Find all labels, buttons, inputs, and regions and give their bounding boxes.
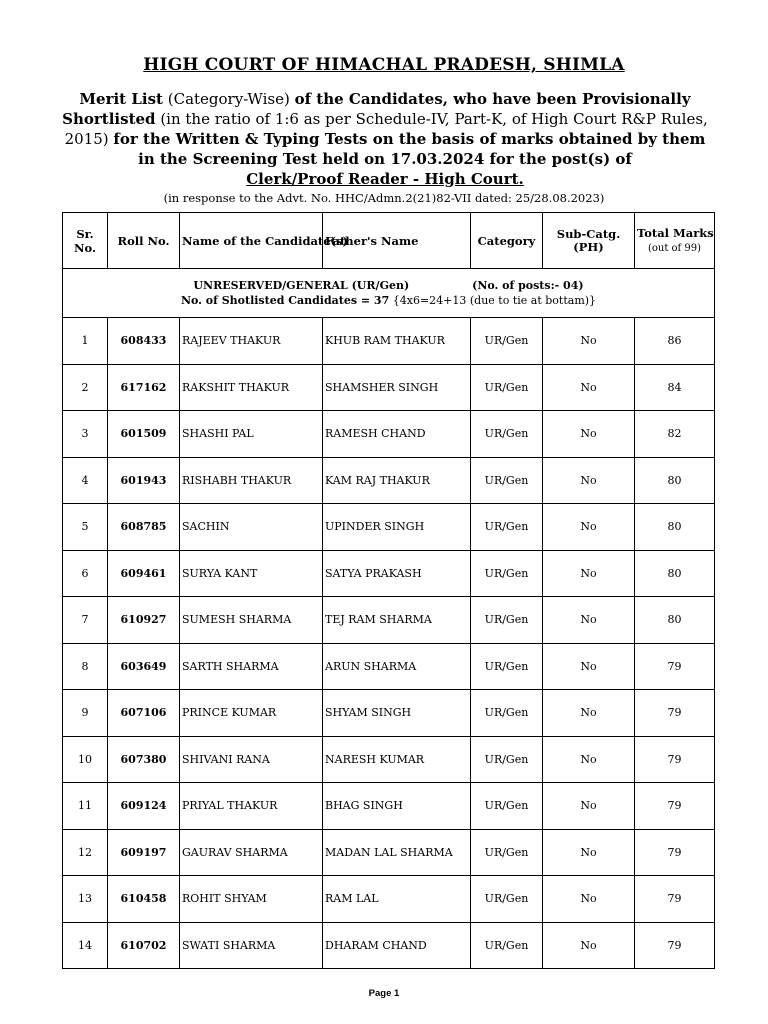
cell-candidate-name: PRIYAL THAKUR [180,783,323,830]
cell-sr-no: 6 [63,550,108,597]
cell-category: UR/Gen [471,922,543,969]
advertisement-reference: (in response to the Advt. No. HHC/Admn.2(21)82-VII dated: 25/28.08.2023) [163,191,605,205]
table-row [63,783,715,830]
cell-total-marks: 79 [635,690,715,737]
header-candidate-name: Name of the Candidate(s) [180,213,323,269]
header-sr-no: Sr. No. [63,213,108,269]
merit-list-table [62,212,715,969]
cell-sub-category: No [543,643,635,690]
cell-sub-category: No [543,690,635,737]
cell-roll-no: 610927 [108,597,180,644]
cell-category: UR/Gen [471,318,543,365]
cell-sr-no: 4 [63,457,108,504]
ratio-note: (in the ratio of 1:6 as per Schedule-IV, Part-K, of High Court R&P Rules, 2015) [64,110,708,148]
header-total-marks: Total Marks (out of 99) [635,213,715,269]
cell-candidate-name: RISHABH THAKUR [180,457,323,504]
table-row [63,364,715,411]
cell-father-name: BHAG SINGH [323,783,471,830]
cell-sr-no: 13 [63,876,108,923]
list-description [55,89,715,189]
cell-sr-no: 12 [63,829,108,876]
merit-list-label: Merit List [79,90,163,108]
cell-candidate-name: SHIVANI RANA [180,736,323,783]
cell-father-name: MADAN LAL SHARMA [323,829,471,876]
cell-father-name: SHAMSHER SINGH [323,364,471,411]
cell-father-name: SATYA PRAKASH [323,550,471,597]
table-row [63,597,715,644]
cell-candidate-name: SURYA KANT [180,550,323,597]
cell-roll-no: 609124 [108,783,180,830]
post-name: Clerk/Proof Reader - High Court. [246,170,524,188]
cell-candidate-name: RAJEEV THAKUR [180,318,323,365]
cell-category: UR/Gen [471,690,543,737]
cell-roll-no: 610702 [108,922,180,969]
cell-roll-no: 601943 [108,457,180,504]
section-posts: (No. of posts:- 04) [472,279,584,292]
cell-sub-category: No [543,550,635,597]
cell-total-marks: 79 [635,783,715,830]
cell-total-marks: 79 [635,876,715,923]
cell-sr-no: 7 [63,597,108,644]
table-row [63,690,715,737]
cell-category: UR/Gen [471,504,543,551]
candidates-text: of the Candidates, who have been Provisionally [294,90,691,108]
cell-sub-category: No [543,597,635,644]
cell-sub-category: No [543,457,635,504]
cell-candidate-name: ROHIT SHYAM [180,876,323,923]
page-number: Page 1 [368,988,400,999]
cell-sr-no: 9 [63,690,108,737]
cell-candidate-name: SARTH SHARMA [180,643,323,690]
table-row [63,318,715,365]
cell-sr-no: 11 [63,783,108,830]
shortlisted-note: {4x6=24+13 (due to tie at bottam)} [392,294,597,307]
cell-sr-no: 3 [63,411,108,458]
cell-sub-category: No [543,318,635,365]
header-sub-category: Sub-Catg. (PH) [543,213,635,269]
cell-total-marks: 79 [635,736,715,783]
cell-candidate-name: SACHIN [180,504,323,551]
cell-sr-no: 14 [63,922,108,969]
table-header-row [63,213,715,269]
cell-roll-no: 610458 [108,876,180,923]
table-row [63,736,715,783]
cell-father-name: UPINDER SINGH [323,504,471,551]
cell-total-marks: 82 [635,411,715,458]
table-row [63,922,715,969]
cell-sr-no: 10 [63,736,108,783]
cell-total-marks: 79 [635,829,715,876]
section-row [63,269,715,318]
cell-father-name: KAM RAJ THAKUR [323,457,471,504]
cell-roll-no: 608785 [108,504,180,551]
table-row [63,876,715,923]
cell-roll-no: 609461 [108,550,180,597]
cell-category: UR/Gen [471,643,543,690]
cell-candidate-name: PRINCE KUMAR [180,690,323,737]
cell-candidate-name: SWATI SHARMA [180,922,323,969]
cell-sub-category: No [543,783,635,830]
table-row [63,829,715,876]
cell-category: UR/Gen [471,550,543,597]
cell-sub-category: No [543,922,635,969]
cell-father-name: SHYAM SINGH [323,690,471,737]
cell-father-name: RAMESH CHAND [323,411,471,458]
cell-roll-no: 607106 [108,690,180,737]
cell-candidate-name: GAURAV SHARMA [180,829,323,876]
cell-sr-no: 8 [63,643,108,690]
cell-category: UR/Gen [471,829,543,876]
cell-total-marks: 79 [635,643,715,690]
cell-category: UR/Gen [471,457,543,504]
shortlisted-count: No. of Shotlisted Candidates = 37 [180,294,390,307]
table-row [63,643,715,690]
cell-father-name: RAM LAL [323,876,471,923]
cell-father-name: TEJ RAM SHARMA [323,597,471,644]
cell-sr-no: 1 [63,318,108,365]
cell-father-name: DHARAM CHAND [323,922,471,969]
cell-category: UR/Gen [471,364,543,411]
table-row [63,550,715,597]
cell-sr-no: 2 [63,364,108,411]
tests-text: for the Written & Typing Tests on the basis of marks obtained by them in the Screening Test held on 17.03.2024 for the post(s) of [113,130,706,168]
cell-sub-category: No [543,504,635,551]
cell-total-marks: 84 [635,364,715,411]
section-label: UNRESERVED/GENERAL (UR/Gen) [193,279,410,292]
cell-roll-no: 608433 [108,318,180,365]
cell-total-marks: 80 [635,504,715,551]
header-category: Category [471,213,543,269]
cell-total-marks: 86 [635,318,715,365]
cell-total-marks: 80 [635,457,715,504]
header-roll-no: Roll No. [108,213,180,269]
table-row [63,504,715,551]
cell-category: UR/Gen [471,736,543,783]
cell-roll-no: 601509 [108,411,180,458]
cell-total-marks: 80 [635,550,715,597]
header-father-name: Father's Name [323,213,471,269]
cell-father-name: KHUB RAM THAKUR [323,318,471,365]
cell-sub-category: No [543,876,635,923]
table-row [63,411,715,458]
cell-roll-no: 609197 [108,829,180,876]
cell-father-name: NARESH KUMAR [323,736,471,783]
cell-total-marks: 79 [635,922,715,969]
cell-roll-no: 607380 [108,736,180,783]
cell-father-name: ARUN SHARMA [323,643,471,690]
cell-category: UR/Gen [471,597,543,644]
cell-total-marks: 80 [635,597,715,644]
cell-category: UR/Gen [471,783,543,830]
cell-sub-category: No [543,829,635,876]
cell-sr-no: 5 [63,504,108,551]
cell-category: UR/Gen [471,876,543,923]
cell-sub-category: No [543,364,635,411]
cell-candidate-name: SUMESH SHARMA [180,597,323,644]
cell-category: UR/Gen [471,411,543,458]
cell-sub-category: No [543,411,635,458]
cell-candidate-name: RAKSHIT THAKUR [180,364,323,411]
table-row [63,457,715,504]
cell-candidate-name: SHASHI PAL [180,411,323,458]
category-wise-label: (Category-Wise) [167,90,290,108]
shortlisted-label: Shortlisted [62,110,156,128]
section-heading [63,269,715,318]
page-title: HIGH COURT OF HIMACHAL PRADESH, SHIMLA [143,55,625,75]
cell-roll-no: 617162 [108,364,180,411]
cell-roll-no: 603649 [108,643,180,690]
cell-sub-category: No [543,736,635,783]
